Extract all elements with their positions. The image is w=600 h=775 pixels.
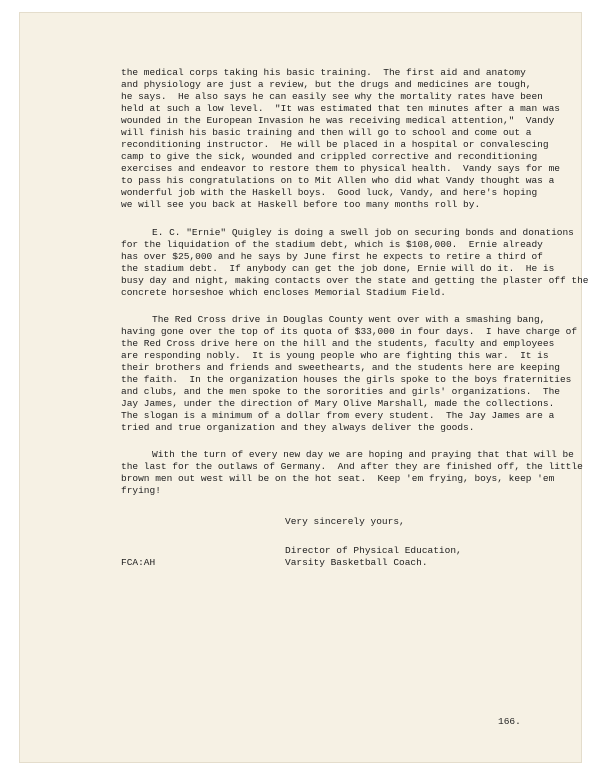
paragraph-1-line-9: exercises and endeavor to restore them to physical health. Vandy says for me [121, 163, 560, 174]
paragraph-4-line-3: brown men out west will be on the hot seat. Keep 'em frying, boys, keep 'em [121, 473, 555, 484]
paragraph-2-line-4: the stadium debt. If anybody can get the job done, Ernie will do it. He is [121, 263, 555, 274]
paragraph-3-line-10: tried and true organization and they always deliver the goods. [121, 422, 475, 433]
paragraph-2-line-5: busy day and night, making contacts over the state and getting the plaster off the [121, 275, 589, 286]
paragraph-1-line-3: he says. He also says he can easily see why the mortality rates have been [121, 91, 543, 102]
paragraph-2-line-1: E. C. "Ernie" Quigley is doing a swell job on securing bonds and donations [152, 227, 574, 238]
paragraph-2-line-3: has over $25,000 and he says by June first he expects to retire a third of [121, 251, 543, 262]
paragraph-1-line-12: we will see you back at Haskell before too many months roll by. [121, 199, 481, 210]
paragraph-1-line-4: held at such a low level. "It was estimated that ten minutes after a man was [121, 103, 560, 114]
signature-title-line-2: Varsity Basketball Coach. [285, 557, 428, 568]
paragraph-1-line-6: will finish his basic training and then will go to school and come out a [121, 127, 532, 138]
reference-initials: FCA:AH [121, 557, 156, 568]
paragraph-3-line-2: having gone over the top of its quota of $33,000 in four days. I have charge of [121, 326, 578, 337]
paragraph-3-line-5: their brothers and friends and sweethearts, and the students here are keeping [121, 362, 560, 373]
signature-title-line-1: Director of Physical Education, [285, 545, 462, 556]
paragraph-1-line-11: wonderful job with the Haskell boys. Good luck, Vandy, and here's hoping [121, 187, 538, 198]
paragraph-3-line-9: The slogan is a minimum of a dollar from every student. The Jay James are a [121, 410, 555, 421]
paragraph-2-line-2: for the liquidation of the stadium debt, which is $108,000. Ernie already [121, 239, 543, 250]
paragraph-3-line-8: Jay James, under the direction of Mary Olive Marshall, made the collections. [121, 398, 555, 409]
paragraph-4-line-4: frying! [121, 485, 161, 496]
closing-salutation: Very sincerely yours, [285, 516, 405, 527]
paragraph-1-line-5: wounded in the European Invasion he was receiving medical attention," Vandy [121, 115, 555, 126]
paragraph-3-line-1: The Red Cross drive in Douglas County went over with a smashing bang, [152, 314, 546, 325]
paragraph-1-line-8: camp to give the sick, wounded and crippled corrective and reconditioning [121, 151, 538, 162]
paragraph-3-line-4: are responding nobly. It is young people who are fighting this war. It is [121, 350, 549, 361]
paragraph-1-line-7: reconditioning instructor. He will be placed in a hospital or convalescing [121, 139, 549, 150]
paragraph-4-line-1: With the turn of every new day we are hoping and praying that that will be [152, 449, 574, 460]
paragraph-1-line-10: to pass his congratulations on to Mit Allen who did what Vandy thought was a [121, 175, 555, 186]
paragraph-3-line-7: and clubs, and the men spoke to the sororities and girls' organizations. The [121, 386, 560, 397]
paragraph-1-line-2: and physiology are just a review, but the drugs and medicines are tough, [121, 79, 532, 90]
page-number: 166. [498, 716, 521, 727]
paragraph-2-line-6: concrete horseshoe which encloses Memorial Stadium Field. [121, 287, 446, 298]
paragraph-3-line-3: the Red Cross drive here on the hill and the students, faculty and employees [121, 338, 555, 349]
paragraph-1-line-1: the medical corps taking his basic training. The first aid and anatomy [121, 67, 526, 78]
paragraph-4-line-2: the last for the outlaws of Germany. And after they are finished off, the little [121, 461, 583, 472]
paragraph-3-line-6: the faith. In the organization houses the girls spoke to the boys fraternities [121, 374, 572, 385]
